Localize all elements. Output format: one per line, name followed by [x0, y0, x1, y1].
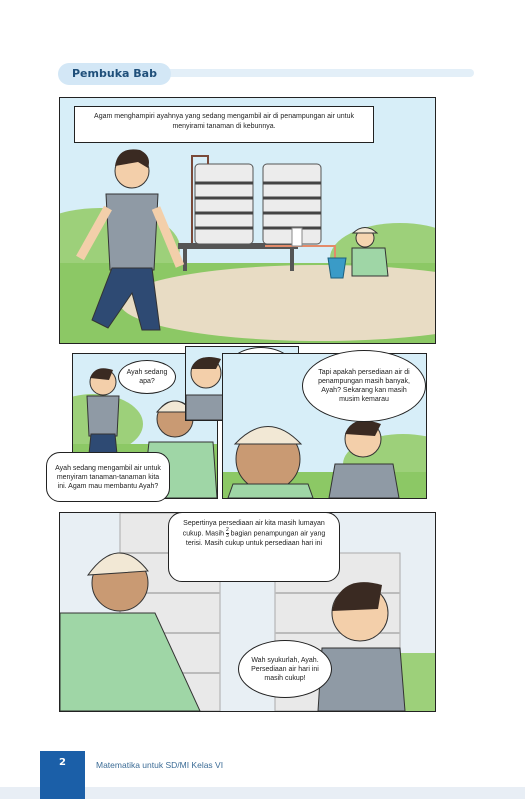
chapter-header-line: [138, 69, 474, 77]
panel-2-ayah-bubble: Ayah sedang mengambil air untuk menyiram tanaman-tanaman kita ini. Agam mau membantu Ayah?: [46, 452, 170, 502]
chapter-label: Pembuka Bab: [58, 63, 171, 85]
page-number: 2: [40, 751, 85, 799]
fraction-numerator: 2: [225, 527, 229, 533]
panel-5-ayah-text-2: bagian penampungan air yang terisi. Masih cukup untuk persediaan hari ini: [185, 530, 326, 547]
comic-panel-1: [59, 97, 436, 344]
panel-4-agam-bubble: Tapi apakah persediaan air di penampungan masih banyak, Ayah? Sekarang kan masih musim kemarau: [302, 350, 426, 422]
panel-5-agam-bubble: Wah syukurlah, Ayah. Persediaan air hari ini masih cukup!: [238, 640, 332, 698]
panel-5-ayah-text-1: Sepertinya persediaan air kita masih lumayan cukup. Masih: [182, 520, 325, 538]
chapter-header: [58, 63, 474, 85]
fraction-two-thirds: [226, 528, 229, 539]
panel-2-agam-bubble: Ayah sedang apa?: [118, 360, 176, 394]
fraction-denominator: 3: [225, 533, 229, 539]
panel-1-caption: Agam menghampiri ayahnya yang sedang mengambil air di penampungan air untuk menyirami tanaman di kebunnya.: [74, 106, 374, 143]
book-title: Matematika untuk SD/MI Kelas VI: [96, 760, 224, 770]
panel-5-ayah-bubble: [168, 512, 340, 582]
